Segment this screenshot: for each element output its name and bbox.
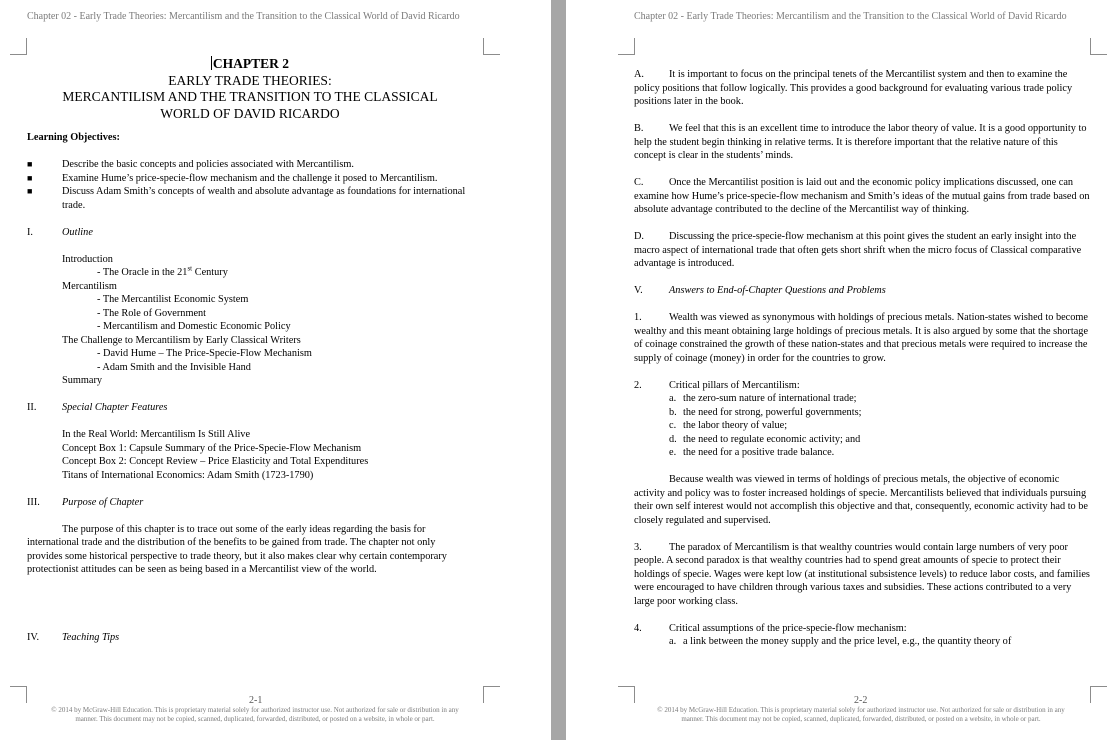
page-2-body[interactable] xyxy=(634,68,1090,649)
feature-item: Concept Box 1: Capsule Summary of the Price-Specie-Flow Mechanism xyxy=(62,442,362,454)
list-item: d. the need to regulate economic activity; and xyxy=(669,433,861,445)
running-header: Chapter 02 - Early Trade Theories: Mercantilism and the Transition to the Classical World of David Ricardo xyxy=(27,11,460,22)
purpose-paragraph: The purpose of this chapter is to trace out some of the early ideas regarding the basis for international trade and the distribution of the benefits to be gained from trade. The chapter not only provides some historical perspective to trade theory, but it also makes clear why certain contemporary protectionist attitudes can be seen as being based in a Mercantilist view of the world. xyxy=(27,523,447,575)
text-cursor xyxy=(211,56,212,70)
teaching-tip: B. We feel that this is an excellent time to introduce the labor theory of value. It is a good opportunity to help the student begin thinking in relative terms. It is therefore important that the relative nature of this concept is clear in the students’ minds. xyxy=(634,123,1087,161)
document-page-1[interactable] xyxy=(0,0,551,740)
copyright-footer: © 2014 by McGraw-Hill Education. This is proprietary material solely for authorized instructor use. Not authorized for sale or distribution in any manner. This document may not be copied, scanned, duplicated, forwarded, distributed, or posted on a website, in whole or part. xyxy=(657,706,1065,723)
learning-objectives-heading: Learning Objectives: xyxy=(27,132,120,143)
copyright-footer: © 2014 by McGraw-Hill Education. This is proprietary material solely for authorized instructor use. Not authorized for sale or distribution in any manner. This document may not be copied, scanned, duplicated, forwarded, distributed, or posted on a website, in whole or part. xyxy=(51,706,459,723)
outline-item: Introduction xyxy=(62,253,113,265)
bullet-square-icon: ■ xyxy=(27,159,33,169)
list-item: b. the need for strong, powerful governments; xyxy=(669,406,862,418)
answer-1: 1. Wealth was viewed as synonymous with holdings of precious metals. Nation-states wished to become wealthy and this meant obtaining large holdings of precious metals. It is also argued by some that the shortage of coinage constrained the growth of these nation-states and that precious metals were required to increase the supply of coinage (money) in order for the countries to grow. xyxy=(634,312,1089,364)
answer-3: 3. The paradox of Mercantilism is that wealthy countries would contain large numbers of very poor people. A second paradox is that wealthy countries had to spend great amounts of specie to protect their holdings of specie. Wages were kept low (at institutional subsistence levels) to reduce labor costs, and families were encouraged to have children through various taxes and subsidies. These actions contributed to a very large poor working class. xyxy=(634,541,1090,607)
objective-item: ■ Discuss Adam Smith’s concepts of wealth and absolute advantage as foundations for international trade. xyxy=(27,186,466,211)
outline-subitem: - David Hume – The Price-Specie-Flow Mechanism xyxy=(97,348,312,359)
list-item: e. the need for a positive trade balance. xyxy=(669,447,835,458)
outline-item: The Challenge to Mercantilism by Early Classical Writers xyxy=(62,334,301,346)
page-1-body[interactable] xyxy=(27,56,473,644)
crop-mark xyxy=(483,686,500,703)
running-header: Chapter 02 - Early Trade Theories: Mercantilism and the Transition to the Classical World of David Ricardo xyxy=(634,11,1067,22)
outline-item: Mercantilism xyxy=(62,280,117,292)
feature-item: Titans of International Economics: Adam Smith (1723-1790) xyxy=(62,469,314,481)
list-item: a. the zero-sum nature of international trade; xyxy=(669,393,857,404)
section-heading: I. Outline xyxy=(27,226,93,238)
crop-mark xyxy=(618,38,635,55)
section-heading: IV. Teaching Tips xyxy=(27,631,120,643)
bullet-square-icon: ■ xyxy=(27,186,33,196)
feature-item: In the Real World: Mercantilism Is Still Alive xyxy=(62,429,251,440)
objective-item: ■ Describe the basic concepts and policies associated with Mercantilism. xyxy=(27,159,354,170)
feature-item: Concept Box 2: Concept Review – Price Elasticity and Total Expenditures xyxy=(62,456,369,467)
page-number: 2-2 xyxy=(854,695,868,706)
bullet-square-icon: ■ xyxy=(27,172,33,183)
chapter-title-line: MERCANTILISM AND THE TRANSITION TO THE CLASSICAL xyxy=(62,89,438,104)
outline-subitem: - Mercantilism and Domestic Economic Policy xyxy=(97,321,291,332)
outline-subitem: - The Mercantilist Economic System xyxy=(97,294,249,305)
crop-mark xyxy=(618,686,635,703)
section-heading: II. Special Chapter Features xyxy=(27,402,168,413)
chapter-title-line: WORLD OF DAVID RICARDO xyxy=(160,105,340,121)
answer-2-intro: 2. Critical pillars of Mercantilism: xyxy=(634,379,800,391)
document-page-2[interactable] xyxy=(566,0,1114,740)
list-item: a. a link between the money supply and the price level, e.g., the quantity theory of xyxy=(669,636,1012,647)
answer-2-paragraph: Because wealth was viewed in terms of holdings of precious metals, the objective of economic activity and policy was to foster increased holdings of specie. Mercantilists believed that individuals pursuing their own self interest would not accomplish this objective and that, consequently, economic activity had to be closely regulated and supervised. xyxy=(634,474,1088,526)
outline-subitem: - The Role of Government xyxy=(97,307,207,319)
crop-mark xyxy=(10,686,27,703)
outline-subitem: - Adam Smith and the Invisible Hand xyxy=(97,361,251,373)
crop-mark xyxy=(1090,686,1107,703)
section-heading: III. Purpose of Chapter xyxy=(27,496,144,508)
chapter-label: CHAPTER 2 xyxy=(212,56,290,71)
page-number: 2-1 xyxy=(249,695,263,706)
teaching-tip: C. Once the Mercantilist position is laid out and the economic policy implications discussed, one can examine how Hume’s price-specie-flow mechanism and Smith’s ideas of the mutual gains from trade based on absolute advantage contributed to the decline of the Mercantilist way of thinking. xyxy=(634,177,1090,215)
list-item: c. the labor theory of value; xyxy=(669,420,788,431)
answer-4-intro: 4. Critical assumptions of the price-specie-flow mechanism: xyxy=(634,622,907,634)
teaching-tip: D. Discussing the price-specie-flow mechanism at this point gives the student an early insight into the macro aspect of international trade that often gets short shrift when the micro focus of Classical comparative advantage is introduced. xyxy=(634,231,1082,269)
section-heading: V. Answers to End-of-Chapter Questions and Problems xyxy=(634,285,886,296)
outline-item: Summary xyxy=(62,375,103,386)
crop-mark xyxy=(483,38,500,55)
teaching-tip: A. It is important to focus on the principal tenets of the Mercantilist system and then to examine the policy positions that follow logically. This provides a good background for evaluating various trade policy positions later in the book. xyxy=(634,69,1073,107)
objective-item: ■ Examine Hume’s price-specie-flow mechanism and the challenge it posed to Mercantilism. xyxy=(27,172,438,184)
crop-mark xyxy=(10,38,27,55)
chapter-title-line: EARLY TRADE THEORIES: xyxy=(168,72,332,88)
outline-subitem: - The Oracle in the 21st Century xyxy=(97,264,228,278)
crop-mark xyxy=(1090,38,1107,55)
